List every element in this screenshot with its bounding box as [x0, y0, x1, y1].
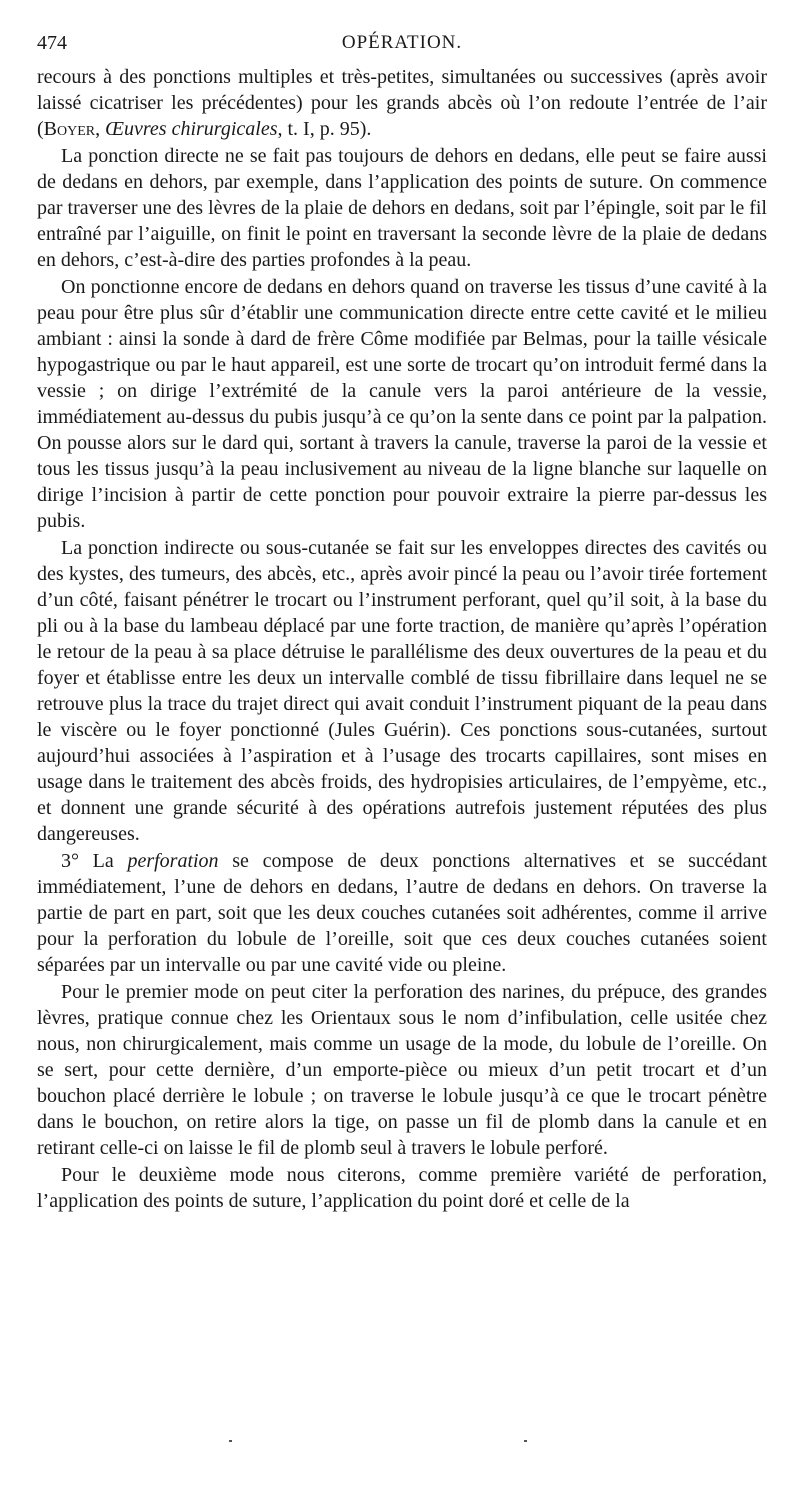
text-run: , t. I, p. 95).	[277, 118, 372, 140]
paragraph-p5	[37, 848, 767, 978]
text-run: Boyer	[43, 118, 96, 140]
footer-mark-left	[229, 1440, 232, 1442]
text-run: On ponctionne encore de dedans en dehors quand on traverse les tissus d’une cavité à la peau pour être plus sûr d’établir une communication directe entre cette cavité et le milieu ambiant : ainsi la sonde à dard de frère Côme modifiée par Belmas, pour la taille vésicale hypogastrique ou par le haut appareil, est une sorte de trocart qu’on introduit fermé dans la vessie ; on dirige l’extrémité de la canule vers la paroi antérieure de la vessie, immédiatement au-dessus du pubis jusqu’à ce qu’on la sente dans ce point par la palpation. On pousse alors sur le dard qui, sortant à travers la canule, traverse la paroi de la vessie et tous les tissus jusqu’à la peau inclusivement au niveau de la ligne blanche sur laquelle on dirige l’incision à partir de cette ponction pour pouvoir extraire la pierre par-dessus les pubis.	[37, 276, 767, 532]
running-head: OPÉRATION.	[341, 32, 463, 53]
footer-marks	[0, 1440, 800, 1446]
text-run: Pour le deuxième mode nous citerons, comme première variété de perforation, l’application des points de suture, l’application du point doré et celle de la	[37, 1164, 767, 1212]
paragraph-p4	[37, 535, 767, 847]
text-run: perforation	[127, 850, 219, 872]
page-header	[37, 30, 767, 58]
page-number: 474	[37, 32, 67, 54]
book-page	[37, 30, 767, 1215]
paragraph-p7	[37, 1162, 767, 1214]
text-run: Œuvres chirurgicales	[105, 118, 278, 140]
text-run: se compose de deux ponctions alternatives et se succédant immédiatement, l’une de dehors en dedans, l’autre de dedans en dehors. On traverse la partie de part en part, soit que les deux couches cutanées soit adhérentes, comme il arrive pour la perforation du lobule de l’oreille, soit que ces deux couches cutanées soient séparées par un intervalle ou par une cavité vide ou pleine.	[37, 850, 767, 976]
paragraph-p3	[37, 274, 767, 534]
text-run: recours à des ponctions multiples et très-petites, simultanées ou successives (après avoir laissé cicatriser les précédentes) pour les grands abcès où l’on redoute l’entrée de l’air (	[37, 66, 767, 140]
text-run: La ponction directe ne se fait pas toujours de dehors en dedans, elle peut se faire aussi de dedans en dehors, par exemple, dans l’application des points de suture. On commence par traverser une des lèvres de la plaie de dehors en dedans, soit par l’épingle, soit par le fil entraîné par l’aiguille, on finit le point en traversant la seconde lèvre de la plaie de dedans en dehors, c’est-à-dire des parties profondes à la peau.	[37, 145, 767, 271]
paragraph-p1	[37, 64, 767, 142]
text-run: La ponction indirecte ou sous-cutanée se fait sur les enveloppes directes des cavités ou des kystes, des tumeurs, des abcès, etc., après avoir pincé la peau ou l’avoir tirée fortement d’un côté, faisant pénétrer le trocart ou l’instrument perforant, quel qu’il soit, à la base du pli ou à la base du lambeau déplacé par une forte traction, de manière qu’après l’opération le retour de la peau à sa place détruise le parallélisme des deux ouvertures de la peau et du foyer et établisse entre les deux un intervalle comblé de tissu fibrillaire dans lequel ne se retrouve plus la trace du trajet direct qui avait conduit l’instrument piquant de la peau dans le viscère ou le foyer ponctionné (Jules Guérin). Ces ponctions sous-cutanées, surtout aujourd’hui associées à l’aspiration et à l’usage des trocarts capillaires, sont mises en usage dans le traitement des abcès froids, des hydropisies articulaires, de l’empyème, etc., et donnent une grande sécurité à des opérations autrefois justement réputées des plus dangereuses.	[37, 537, 767, 845]
text-run: ,	[95, 118, 106, 140]
paragraph-p6	[37, 979, 767, 1161]
text-run: Pour le premier mode on peut citer la perforation des narines, du prépuce, des grandes lèvres, pratique connue chez les Orientaux sous le nom d’infibulation, celle usitée chez nous, non chirurgicalement, mais comme un usage de la mode, du lobule de l’oreille. On se sert, pour cette dernière, d’un emporte-pièce ou mieux d’un petit trocart et d’un bouchon placé derrière le lobule ; on traverse le lobule jusqu’à ce que le trocart pénètre dans le bouchon, on retire alors la tige, on passe un fil de plomb dans la canule et en retirant celle-ci on laisse le fil de plomb seul à travers le lobule perforé.	[37, 981, 767, 1159]
text-run: 3° La	[61, 850, 128, 872]
footer-mark-right	[524, 1440, 527, 1442]
body-text	[37, 64, 767, 1214]
paragraph-p2	[37, 143, 767, 273]
